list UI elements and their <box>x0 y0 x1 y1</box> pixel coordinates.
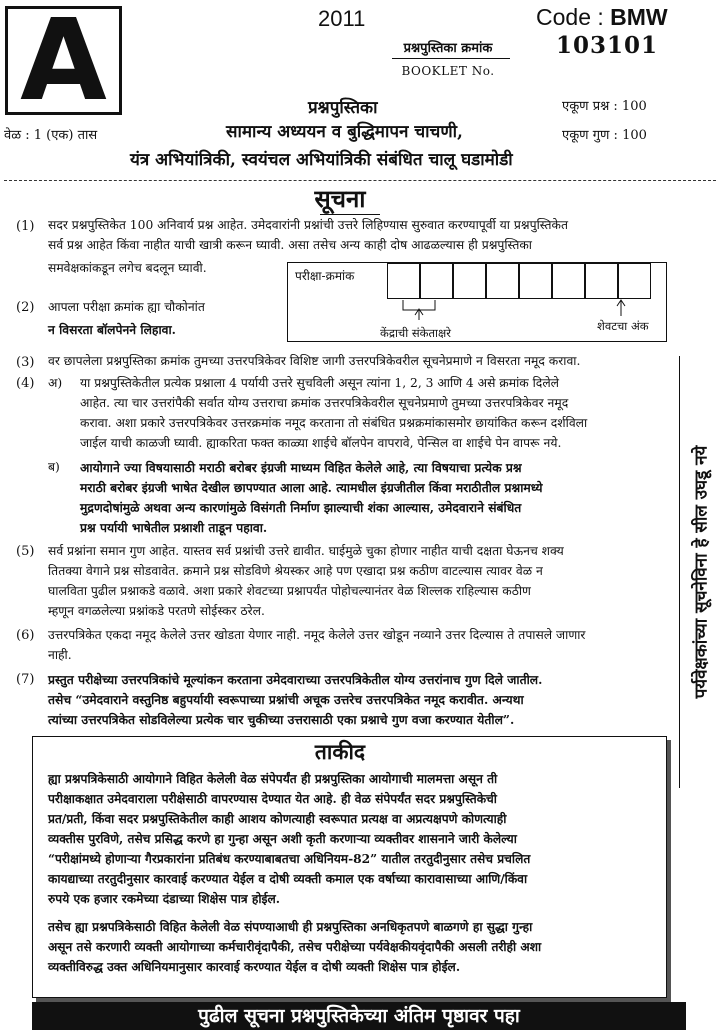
item-4a-line-1: या प्रश्नपुस्तिकेतील प्रत्येक प्रश्नाला 4 पर्यायी उत्तरे सुचविली असून त्यांना 1, 2, 3 आणि 4 असे क्रमांक दिलेले <box>80 376 560 390</box>
item-5-line-2: तितक्या वेगाने प्रश्न सोडवावेत. क्रमाने प्रश्न सोडविणे श्रेयस्कर आहे पण एखादा प्रश्न कठीण वाटल्यास त्यावर वेळ न <box>48 564 543 578</box>
warning-p1-line-2: परीक्षाकक्षात उमेदवाराला परीक्षेसाठी वापरण्यास देण्यात येत आहे. ही वेळ संपेपर्यंत सदर प्रश्नपुस्तिकेची <box>48 792 497 806</box>
centre-code-label: केंद्राची संकेताक्षरे <box>380 326 451 340</box>
booklet-label-english: BOOKLET No. <box>401 64 495 78</box>
booklet-title: प्रश्नपुस्तिका <box>308 98 378 118</box>
time-allowed: वेळ : 1 (एक) तास <box>4 128 98 143</box>
warning-p1-line-7: रुपये एक हजार रकमेच्या दंडाच्या शिक्षेस पात्र होईल. <box>48 892 280 906</box>
seal-note: पर्यवेक्षकांच्या सूचनेविना हे सील उघडू नये <box>691 445 711 699</box>
item-4a-line-4: जाईल याची काळजी घ्यावी. ह्याकरिता फक्त काळ्या शाईचे बॉलपेन वापरावे, पेन्सिल वा शाईचे पेन वापरू नये. <box>80 436 562 450</box>
item-3-line-1: वर छापलेला प्रश्नपुस्तिका क्रमांक तुमच्या उत्तरपत्रिकेवर विशिष्ट जागी उत्तरपत्रिकेवरील सूचनेप्रमाणे न विसरता नमूद करावा. <box>48 354 581 368</box>
footer-banner: पुढील सूचना प्रश्नपुस्तिकेच्या अंतिम पृष्ठावर पहा <box>32 1002 686 1030</box>
item-5-line-1: सर्व प्रश्नांना समान गुण आहेत. यास्तव सर्व प्रश्नांची उत्तरे द्यावीत. घाईमुळे चुका होणार नाहीत याची दक्षता घेऊनच शक्य <box>48 544 564 558</box>
item-7-line-1: प्रस्तुत परीक्षेच्या उत्तरपत्रिकांचे मूल्यांकन करताना उमेदवाराच्या उत्तरपत्रिकेतील योग्य उत्तरांनाच गुण दिले जातील. <box>48 672 543 687</box>
warning-p2-line-2: असून तसे करणारी व्यक्ती आयोगाच्या कर्मचारीवृंदापैकी, तसेच परीक्षेच्या पर्यवेक्षकीयवृंदापैकी असली तरीही अशा <box>48 940 542 954</box>
total-marks: एकूण गुण : 100 <box>562 128 647 143</box>
item-7-line-2: तसेच “उमेदवाराने वस्तुनिष्ठ बहुपर्यायी स्वरूपाच्या प्रश्नांची अचूक उत्तरेच उत्तरपत्रिकेत नमूद करावीत. अन्यथा <box>48 692 524 707</box>
subject-title: सामान्य अध्ययन व बुद्धिमापन चाचणी, <box>226 122 463 142</box>
item-4-b-marker: ब) <box>48 460 60 474</box>
item-6-line-1: उत्तरपत्रिकेत एकदा नमूद केलेले उत्तर खोडता येणार नाही. नमूद केलेले उत्तर खोडून नव्याने उत्तर दिल्यास ते तपासले जाणार <box>48 628 586 642</box>
item-1-number: (1) <box>16 219 35 234</box>
warning-heading: ताकीद <box>314 739 366 764</box>
branch-title: यंत्र अभियांत्रिकी, स्वयंचल अभियांत्रिकी संबंधित चालू घडामोडी <box>130 150 513 170</box>
header-divider <box>4 180 716 181</box>
item-5-line-4: म्हणून वगळलेल्या प्रश्नांकडे परतणे सोईस्कर ठरेल. <box>48 604 265 618</box>
item-1-line-2: सर्व प्रश्न आहेत किंवा नाहीत याची खात्री करून घ्यावी. असा तसेच अन्य काही दोष आढळल्यास ही प्रश्नपुस्तिका <box>48 238 532 252</box>
item-6-line-2: नाही. <box>48 648 72 662</box>
warning-p1-line-5: “परीक्षांमध्ये होणाऱ्या गैरप्रकारांना प्रतिबंध करण्याबाबतचा अधिनियम-82” यातील तरतुदीनुसार तसेच प्रचलित <box>48 852 531 866</box>
exam-year: 2011 <box>318 6 366 31</box>
item-4a-line-3: करावा. अशा प्रकारे उत्तरपत्रिकेवर उत्तरक्रमांक नमूद करताना तो संबंधित प्रश्नक्रमांकासमोर छायांकित करून दर्शविला <box>80 416 588 430</box>
item-3-number: (3) <box>16 355 35 370</box>
seal-note-strip <box>679 356 719 788</box>
item-5-number: (5) <box>16 544 35 559</box>
item-1-line-1: सदर प्रश्नपुस्तिकेत 100 अनिवार्य प्रश्न आहेत. उमेदवारांनी प्रश्नांची उत्तरे लिहिण्यास सुरुवात करण्यापूर्वी या प्रश्नपुस्तिकेत <box>48 218 568 232</box>
item-5-line-3: घालविता पुढील प्रश्नाकडे वळावे. अशा प्रकारे शेवटच्या प्रश्नापर्यंत पोहोचल्यानंतर वेळ शिल्लक राहिल्यास कठीण <box>48 584 531 598</box>
item-4b-line-2: मराठी बरोबर इंग्रजी भाषेत देखील छापण्यात आला आहे. त्यामधील इंग्रजीतील किंवा मराठीतील प्रश्नामध्ये <box>80 480 543 495</box>
series-letter: A <box>20 0 107 126</box>
item-4b-line-1: आयोगाने ज्या विषयासाठी मराठी बरोबर इंग्रजी माध्यम विहित केलेले आहे, त्या विषयाचा प्रत्येक प्रश्न <box>80 460 522 475</box>
item-2-line-1: आपला परीक्षा क्रमांक ह्या चौकोनांत <box>48 300 205 314</box>
paper-code <box>536 4 668 31</box>
warning-p1-line-4: व्यक्तीस पुरविणे, तसेच प्रसिद्ध करणे हा गुन्हा असून अशी कृती करणाऱ्या व्यक्तीवर शासनाने जारी केलेल्या <box>48 832 517 846</box>
warning-p1-line-1: ह्या प्रश्नपत्रिकेसाठी आयोगाने विहित केलेली वेळ संपेपर्यंत ही प्रश्नपुस्तिका आयोगाची मालमत्ता असून ती <box>48 772 498 786</box>
item-4-number: (4) <box>16 376 35 391</box>
item-2-number: (2) <box>16 300 35 315</box>
item-7-number: (7) <box>16 672 35 687</box>
item-4a-line-2: आहेत. त्या चार उत्तरांपैकी सर्वात योग्य उत्तराचा क्रमांक उत्तरपत्रिकेवरील सूचनेप्रमाणे तुमच्या उत्तरपत्रिकेवर नमूद <box>80 396 569 410</box>
warning-p1-line-6: कायद्याच्या तरतुदीनुसार कारवाई करण्यात येईल व दोषी व्यक्ती कमाल एक वर्षाच्या कारावासाच्या आणि/किंवा <box>48 872 528 886</box>
code-value: BMW <box>610 4 668 30</box>
item-2-line-2: न विसरता बॉलपेनने लिहावा. <box>48 322 176 337</box>
booklet-label: प्रश्नपुस्तिका क्रमांक <box>403 41 493 56</box>
item-6-number: (6) <box>16 628 35 643</box>
series-box <box>5 0 122 126</box>
heading-underline <box>320 214 380 215</box>
code-label: Code : <box>536 4 611 30</box>
item-4-a-marker: अ) <box>48 376 63 390</box>
total-questions: एकूण प्रश्न : 100 <box>562 99 647 114</box>
item-4b-line-4: प्रश्न पर्यायी भाषेतील प्रश्नाशी ताडून पहावा. <box>80 520 268 535</box>
warning-p2-line-3: व्यक्तीविरुद्ध उक्त अधिनियमानुसार कारवाई करण्यात येईल व दोषी व्यक्ती शिक्षेस पात्र होईल. <box>48 960 461 974</box>
last-digit-label: शेवटचा अंक <box>597 319 649 333</box>
instructions-heading: सूचना <box>314 184 366 213</box>
warning-p1-line-3: प्रत/प्रती, किंवा सदर प्रश्नपुस्तिकेतील काही आशय कोणत्याही स्वरूपात प्रत्यक्ष वा अप्रत्यक्षपणे कोणत्याही <box>48 812 507 826</box>
item-7-line-3: त्यांच्या उत्तरपत्रिकेत सोडविलेल्या प्रत्येक चार चुकीच्या उत्तरासाठी एका प्रश्नाचे गुण वजा करण्यात येतील”. <box>48 712 515 727</box>
booklet-divider <box>392 58 510 59</box>
item-4b-line-3: मुद्रणदोषांमुळे अथवा अन्य कारणांमुळे विसंगती निर्माण झाल्याची शंका आल्यास, उमेदवाराने संबंधित <box>80 500 522 515</box>
item-1-line-3: समवेक्षकांकडून लगेच बदलून घ्यावी. <box>48 261 207 275</box>
warning-p2-line-1: तसेच ह्या प्रश्नपत्रिकेसाठी विहित केलेली वेळ संपण्याआधी ही प्रश्नपुस्तिका अनधिकृतपणे बाळगणे हा सुद्धा गुन्हा <box>48 920 533 934</box>
exam-number-label: परीक्षा-क्रमांक <box>295 269 355 283</box>
booklet-number: 103101 <box>556 32 659 59</box>
